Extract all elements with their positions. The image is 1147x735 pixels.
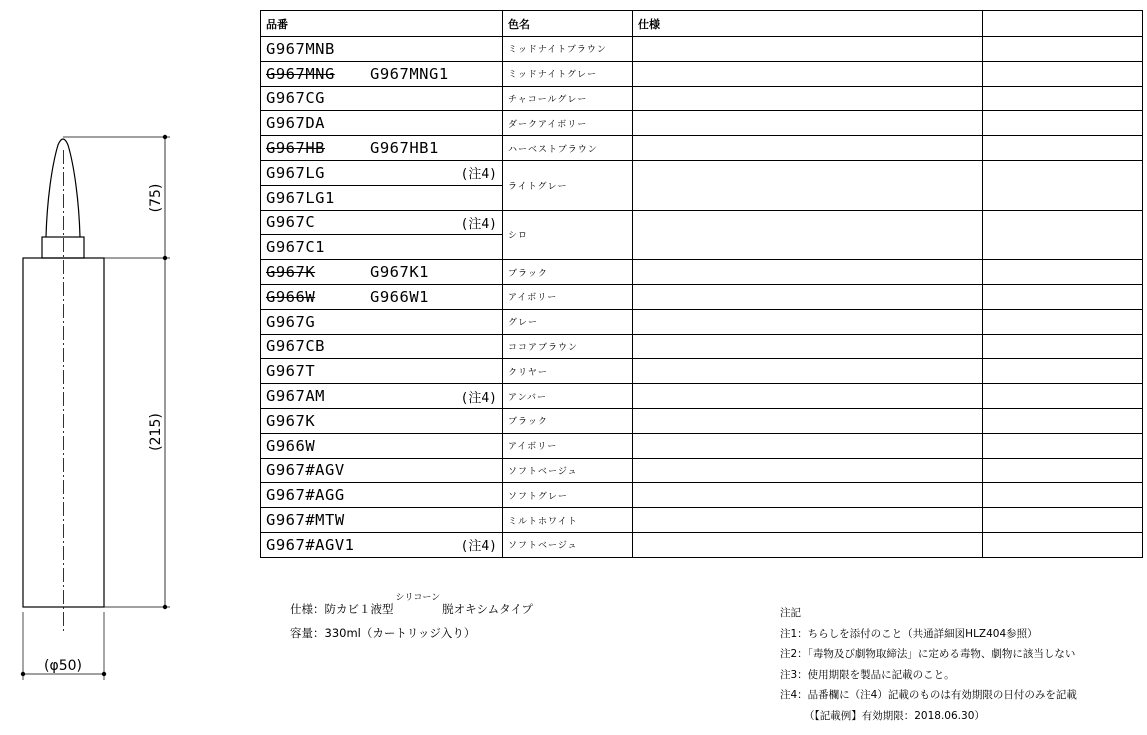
spec-cell	[633, 483, 983, 508]
spec-cell	[633, 136, 983, 161]
notes-block	[780, 603, 1142, 726]
product-code: G967#AGV1	[266, 535, 355, 554]
product-code: G967C1	[266, 238, 325, 257]
color-name-cell: グレー	[503, 309, 633, 334]
extra-cell	[983, 284, 1143, 309]
product-code: G966W1	[370, 287, 429, 306]
spec-line-capacity: 容量：330ml（カートリッジ入り）	[290, 626, 476, 640]
product-code-cell	[261, 532, 503, 557]
product-code-cell	[261, 458, 503, 483]
product-code-cell	[261, 508, 503, 533]
table-row	[261, 37, 1143, 62]
color-name-cell: ミッドナイトグレー	[503, 61, 633, 86]
color-name-cell: ソフトベージュ	[503, 458, 633, 483]
product-code-cell	[261, 86, 503, 111]
table-row	[261, 111, 1143, 136]
color-name-cell: アイボリー	[503, 433, 633, 458]
obsolete-product-code: G967K	[266, 263, 316, 282]
product-code-cell	[261, 185, 503, 210]
extra-cell	[983, 334, 1143, 359]
spec-type-suffix: 脱オキシムタイプ	[442, 602, 533, 616]
product-code: G967CB	[266, 337, 325, 356]
product-code-cell	[261, 384, 503, 409]
table-row	[261, 458, 1143, 483]
notes-title: 注記	[780, 607, 801, 619]
extra-cell	[983, 111, 1143, 136]
product-code: G966W	[266, 436, 316, 455]
obsolete-product-code: G967HB	[266, 139, 325, 158]
product-code: G967HB1	[370, 139, 439, 158]
product-code-cell	[261, 61, 503, 86]
color-name-cell: ブラック	[503, 260, 633, 285]
table-row	[261, 160, 1143, 185]
spec-cell	[633, 86, 983, 111]
product-code: G967MNG1	[370, 64, 449, 83]
note-4: 注4：品番欄に（注4）記載のものは有効期限の日付のみを記載	[780, 689, 1077, 701]
product-code: G967K	[266, 411, 316, 430]
spec-cell	[633, 160, 983, 210]
product-code: G967DA	[266, 114, 325, 133]
extra-cell	[983, 483, 1143, 508]
product-code: G967#MTW	[266, 511, 345, 530]
product-code-cell	[261, 160, 503, 185]
product-code-cell	[261, 334, 503, 359]
dimension-top-label: (75)	[148, 183, 164, 213]
color-name-cell: ミッドナイトブラウン	[503, 37, 633, 62]
product-code: G967#AGV	[266, 461, 345, 480]
color-name-cell: シロ	[503, 210, 633, 260]
dimension-diameter-label: (φ50)	[44, 658, 82, 674]
spec-cell	[633, 458, 983, 483]
product-code-cell	[261, 111, 503, 136]
product-code: G967#AGG	[266, 486, 345, 505]
color-name-cell: ミルトホワイト	[503, 508, 633, 533]
extra-cell	[983, 508, 1143, 533]
header-blank	[983, 11, 1143, 37]
color-name-cell: クリヤー	[503, 359, 633, 384]
extra-cell	[983, 61, 1143, 86]
color-name-cell: チャコールグレー	[503, 86, 633, 111]
color-name-cell: ライトグレー	[503, 160, 633, 210]
cartridge-drawing	[0, 0, 250, 735]
table-header-row	[261, 11, 1143, 37]
product-code: G967C	[266, 213, 316, 232]
product-code-cell	[261, 37, 503, 62]
table-row	[261, 408, 1143, 433]
product-code-cell	[261, 408, 503, 433]
product-code: G967CG	[266, 89, 325, 108]
color-name-cell: ダークアイボリー	[503, 111, 633, 136]
spec-cell	[633, 111, 983, 136]
spec-cell	[633, 334, 983, 359]
spec-cell	[633, 37, 983, 62]
table-row	[261, 86, 1143, 111]
extra-cell	[983, 384, 1143, 409]
obsolete-product-code: G967MNG	[266, 64, 335, 83]
extra-cell	[983, 160, 1143, 210]
table-row	[261, 260, 1143, 285]
extra-cell	[983, 359, 1143, 384]
spec-cell	[633, 210, 983, 260]
note-4-example: （【記載例】有効期限：2018.06.30）	[804, 709, 985, 722]
dimension-body-label: (215)	[148, 413, 164, 451]
product-code: G967T	[266, 362, 316, 381]
spec-cell	[633, 309, 983, 334]
table-row	[261, 136, 1143, 161]
product-table	[260, 10, 1143, 558]
spec-line-type	[290, 593, 533, 622]
spec-cell	[633, 508, 983, 533]
extra-cell	[983, 458, 1143, 483]
table-row	[261, 210, 1143, 235]
note-reference: (注4)	[460, 390, 497, 406]
obsolete-product-code: G966W	[266, 287, 316, 306]
table-row	[261, 433, 1143, 458]
header-product-code: 品番	[261, 11, 503, 37]
note-1: 注1：ちらしを添付のこと（共通詳細図HLZ404参照）	[780, 627, 1038, 640]
extra-cell	[983, 210, 1143, 260]
product-code-cell	[261, 136, 503, 161]
color-name-cell: アンバー	[503, 384, 633, 409]
table-row	[261, 508, 1143, 533]
table-row	[261, 359, 1143, 384]
color-name-cell: ソフトベージュ	[503, 532, 633, 557]
spec-cell	[633, 359, 983, 384]
spec-cell	[633, 532, 983, 557]
table-row	[261, 532, 1143, 557]
product-code-cell	[261, 235, 503, 260]
extra-cell	[983, 86, 1143, 111]
spec-cell	[633, 384, 983, 409]
table-row	[261, 309, 1143, 334]
table-row	[261, 384, 1143, 409]
extra-cell	[983, 260, 1143, 285]
note-2: 注2：「毒物及び劇物取締法」に定める毒物、劇物に該当しない	[780, 648, 1076, 660]
cartridge-collar	[42, 237, 84, 258]
spec-cell	[633, 408, 983, 433]
color-name-cell: ソフトグレー	[503, 483, 633, 508]
color-name-cell: ハーベストブラウン	[503, 136, 633, 161]
product-code-cell	[261, 309, 503, 334]
extra-cell	[983, 37, 1143, 62]
product-code-cell	[261, 359, 503, 384]
header-spec: 仕様	[633, 11, 983, 37]
product-code: G967MNB	[266, 39, 335, 58]
note-reference: (注4)	[460, 167, 497, 183]
table-row	[261, 61, 1143, 86]
note-reference: (注4)	[460, 539, 497, 555]
color-name-cell: ココアブラウン	[503, 334, 633, 359]
spec-block	[290, 593, 533, 644]
extra-cell	[983, 532, 1143, 557]
note-reference: (注4)	[460, 216, 497, 232]
table-row	[261, 284, 1143, 309]
product-code: G967LG1	[266, 188, 335, 207]
note-3: 注3：使用期限を製品に記載のこと。	[780, 668, 955, 681]
color-name-cell: アイボリー	[503, 284, 633, 309]
spec-type-sup: シリコーン	[395, 593, 441, 603]
product-code-cell	[261, 433, 503, 458]
table-row	[261, 483, 1143, 508]
product-code: G967AM	[266, 387, 325, 406]
table-row	[261, 334, 1143, 359]
extra-cell	[983, 309, 1143, 334]
product-code: G967LG	[266, 163, 325, 182]
spec-cell	[633, 433, 983, 458]
extra-cell	[983, 136, 1143, 161]
spec-cell	[633, 61, 983, 86]
spec-cell	[633, 284, 983, 309]
color-name-cell: ブラック	[503, 408, 633, 433]
header-color-name: 色名	[503, 11, 633, 37]
product-code-cell	[261, 284, 503, 309]
nozzle-outline	[46, 139, 80, 237]
extra-cell	[983, 433, 1143, 458]
product-code-cell	[261, 210, 503, 235]
product-code-cell	[261, 483, 503, 508]
product-code: G967G	[266, 312, 316, 331]
product-code-cell	[261, 260, 503, 285]
extra-cell	[983, 408, 1143, 433]
spec-cell	[633, 260, 983, 285]
product-code: G967K1	[370, 263, 429, 282]
spec-type-prefix: 仕様：防カビ１液型	[290, 602, 394, 616]
